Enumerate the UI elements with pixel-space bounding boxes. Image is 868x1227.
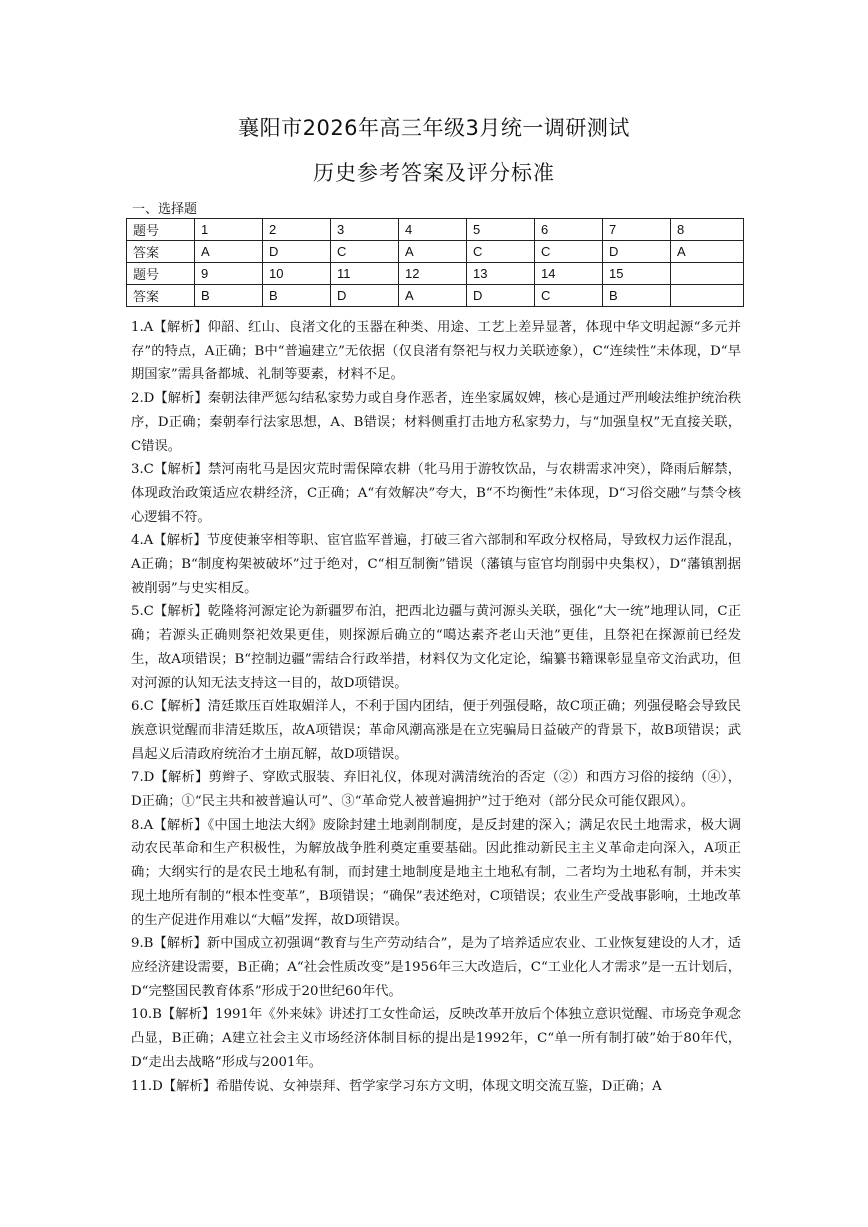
explanation-4: 4.A【解析】节度使兼宰相等职、宦官监军普遍，打破三省六部制和军政分权格局，导致权力运作混乱，A正确；B“制度构架被破坏”过于绝对，C“相互制衡”错误（藩镇与宦官均削弱中央集权），D“藩镇割据被削弱”与史实相反。 [131, 533, 741, 596]
table-row [127, 285, 744, 307]
table-cell: 7 [603, 219, 671, 241]
table-cell: 3 [331, 219, 399, 241]
table-cell: D [263, 241, 331, 263]
answer-table [126, 218, 744, 307]
table-cell: 5 [467, 219, 535, 241]
table-cell: 10 [263, 263, 331, 285]
table-cell: A [399, 241, 467, 263]
explanation-10: 10.B【解析】1991年《外来妹》讲述打工女性命运，反映改革开放后个体独立意识觉醒、市场竞争观念凸显，B正确；A建立社会主义市场经济体制目标的提出是1992年，C“单一所有制打破”始于80年代，D“走出去战略”形成与2001年。 [131, 1007, 741, 1070]
table-cell: 12 [399, 263, 467, 285]
document-title: 襄阳市2026年高三年级3月统一调研测试 [238, 116, 630, 140]
table-cell: 9 [195, 263, 263, 285]
explanation-8: 8.A【解析】《中国土地法大纲》废除封建土地剥削制度，是反封建的深入；满足农民土地需求，极大调动农民革命和生产积极性，为解放战争胜利奠定重要基础。因此推动新民主主义革命走向深入，A项正确；大纲实行的是农民土地私有制，而封建土地制度是地主土地私有制，二者均为土地私有制，并未实现土地所有制的“根本性变革”，B项错误；“确保”表述绝对，C项错误；农业生产受战事影响，土地改革的生产促进作用难以“大幅”发挥，故D项错误。 [131, 817, 741, 928]
table-cell: 题号 [127, 263, 195, 285]
table-cell: 14 [535, 263, 603, 285]
explanations-body [131, 316, 741, 1098]
explanation-3: 3.C【解析】禁河南牝马是因灾荒时需保障农耕（牝马用于游牧饮品，与农耕需求冲突），降雨后解禁，体现政治政策适应农耕经济，C正确；A“有效解决”夸大，B“不均衡性”未体现，D“习俗交融”与禁令核心逻辑不符。 [131, 462, 741, 525]
table-cell: 题号 [127, 219, 195, 241]
table-cell: 4 [399, 219, 467, 241]
table-cell: D [603, 241, 671, 263]
table-row [127, 241, 744, 263]
explanation-9: 9.B【解析】新中国成立初强调“教育与生产劳动结合”，是为了培养适应农业、工业恢复建设的人才，适应经济建设需要，B正确；A“社会性质改变”是1956年三大改造后，C“工业化人才需求”是一五计划后，D“完整国民教育体系”形成于20世纪60年代。 [131, 936, 741, 999]
table-cell: 2 [263, 219, 331, 241]
explanation-2: 2.D【解析】秦朝法律严惩勾结私家势力或自身作恶者，连坐家属奴婢，核心是通过严刑峻法维护统治秩序，D正确；秦朝奉行法家思想，A、B错误；材料侧重打击地方私家势力，与“加强皇权”无直接关联，C错误。 [131, 391, 741, 454]
table-cell: B [603, 285, 671, 307]
table-cell: B [263, 285, 331, 307]
table-row [127, 263, 744, 285]
table-cell [671, 263, 744, 285]
explanation-11: 11.D【解析】希腊传说、女神崇拜、哲学家学习东方文明，体现文明交流互鉴，D正确；A [131, 1078, 662, 1094]
table-cell: A [671, 241, 744, 263]
table-cell: C [331, 241, 399, 263]
section-heading: 一、选择题 [132, 202, 198, 217]
explanation-7: 7.D【解析】剪辫子、穿欧式服装、弃旧礼仪，体现对满清统治的否定（②）和西方习俗的接纳（④），D正确；①“民主共和被普遍认可”、③“革命党人被普遍拥护”过于绝对（部分民众可能仅跟风）。 [131, 770, 741, 810]
table-cell: D [467, 285, 535, 307]
table-cell [671, 285, 744, 307]
document-subtitle: 历史参考答案及评分标准 [313, 161, 555, 185]
explanation-1: 1.A【解析】仰韶、红山、良渚文化的玉器在种类、用途、工艺上差异显著，体现中华文明起源“多元并存”的特点，A正确；B中“普遍建立”无依据（仅良渚有祭祀与权力关联迹象），C“连续性”未体现，D“早期国家”需具备都城、礼制等要素，材料不足。 [131, 320, 741, 383]
table-cell: B [195, 285, 263, 307]
table-cell: A [195, 241, 263, 263]
table-row [127, 219, 744, 241]
table-cell: A [399, 285, 467, 307]
table-cell: D [331, 285, 399, 307]
table-cell: 6 [535, 219, 603, 241]
table-cell: C [535, 285, 603, 307]
table-cell: 答案 [127, 241, 195, 263]
table-cell: 答案 [127, 285, 195, 307]
table-cell: 13 [467, 263, 535, 285]
table-cell: C [467, 241, 535, 263]
table-cell: C [535, 241, 603, 263]
table-cell: 1 [195, 219, 263, 241]
table-cell: 11 [331, 263, 399, 285]
explanation-6: 6.C【解析】清廷欺压百姓取媚洋人，不利于国内团结，便于列强侵略，故C项正确；列强侵略会导致民族意识觉醒而非清廷欺压，故A项错误；革命风潮高涨是在立宪骗局日益破产的背景下，故B项错误；武昌起义后清政府统治才土崩瓦解，故D项错误。 [131, 699, 741, 762]
table-cell: 8 [671, 219, 744, 241]
table-cell: 15 [603, 263, 671, 285]
explanation-5: 5.C【解析】乾隆将河源定论为新疆罗布泊，把西北边疆与黄河源头关联，强化“大一统”地理认同，C正确；若源头正确则祭祀效果更佳，则探源后确立的“噶达素齐老山天池”更佳，且祭祀在探源前已经发生，故A项错误；B“控制边疆”需结合行政举措，材料仅为文化定论，编纂书籍课彰显皇帝文治武功，但对河源的认知无法支持这一目的，故D项错误。 [131, 604, 741, 691]
